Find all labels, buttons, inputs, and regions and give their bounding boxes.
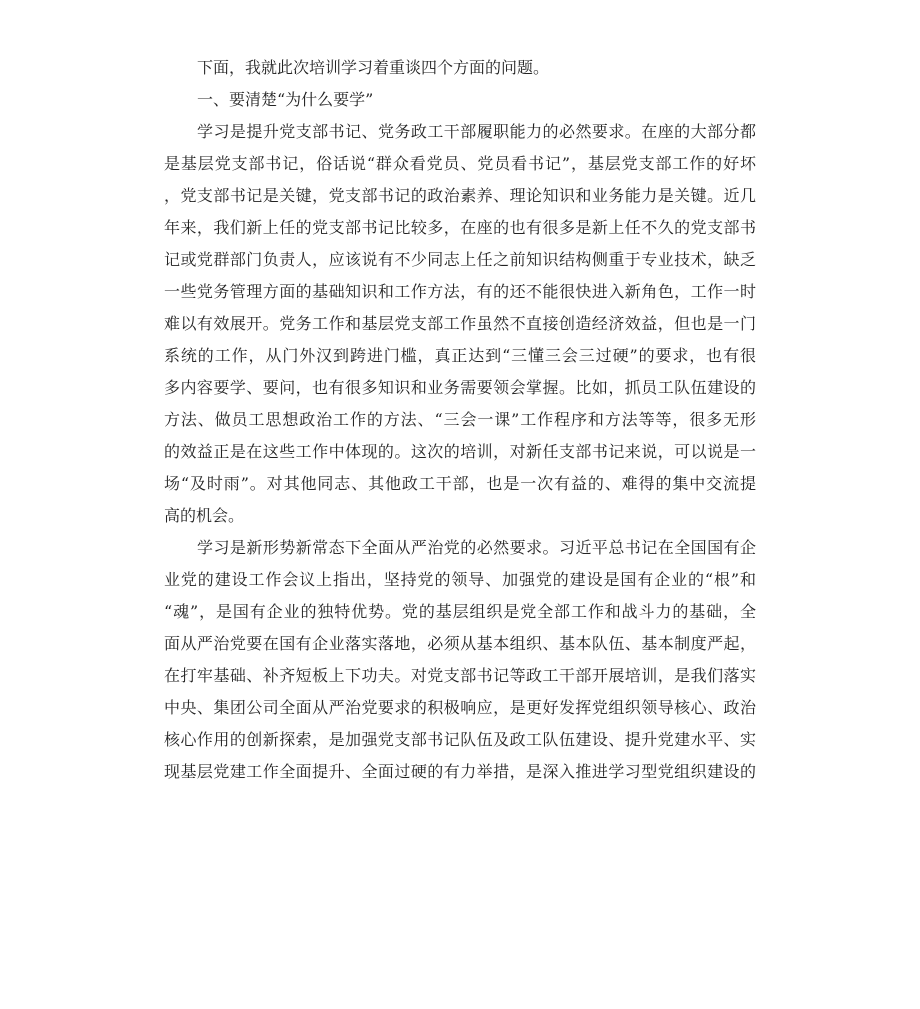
paragraph-line: 记或党群部门负责人，应该说有不少同志上任之前知识结构侧重于专业技术，缺乏 [164, 250, 756, 269]
paragraph-line: 一些党务管理方面的基础知识和工作方法，有的还不能很快进入新角色，工作一时 [164, 282, 756, 301]
paragraph-line: 学习是提升党支部书记、党务政工干部履职能力的必然要求。在座的大部分都 [197, 122, 756, 141]
paragraph-line: 核心作用的创新探索，是加强党支部书记队伍及政工队伍建设、提升党建水平、实 [164, 730, 756, 749]
paragraph-1 [164, 116, 756, 532]
paragraph-line: 在打牢基础、补齐短板上下功夫。对党支部书记等政工干部开展培训，是我们落实 [164, 666, 756, 685]
paragraph-line: 业党的建设工作会议上指出，坚持党的领导、加强党的建设是国有企业的“根”和 [164, 570, 756, 589]
paragraph-line: 场“及时雨”。对其他同志、其他政工干部，也是一次有益的、难得的集中交流提 [164, 474, 756, 493]
document-body [164, 52, 756, 788]
paragraph-line: “魂”，是国有企业的独特优势。党的基层组织是党全部工作和战斗力的基础，全 [164, 602, 756, 621]
paragraph-line: 学习是新形势新常态下全面从严治党的必然要求。习近平总书记在全国国有企 [197, 538, 756, 557]
paragraph-2 [164, 532, 756, 788]
paragraph-line: 系统的工作，从门外汉到跨进门槛，真正达到“三懂三会三过硬”的要求，也有很 [164, 346, 756, 365]
intro-line: 下面，我就此次培训学习着重谈四个方面的问题。 [197, 58, 550, 77]
paragraph-line: 方法、做员工思想政治工作的方法、“三会一课”工作程序和方法等等，很多无形 [164, 410, 756, 429]
paragraph-line: 难以有效展开。党务工作和基层党支部工作虽然不直接创造经济效益，但也是一门 [164, 314, 756, 333]
paragraph-line: 的效益正是在这些工作中体现的。这次的培训，对新任支部书记来说，可以说是一 [164, 442, 756, 461]
section-heading: 一、要清楚“为什么要学” [197, 90, 374, 109]
paragraph-line: 高的机会。 [164, 506, 245, 525]
paragraph-line: ，党支部书记是关键，党支部书记的政治素养、理论知识和业务能力是关键。近几 [164, 186, 756, 205]
paragraph-line: 是基层党支部书记，俗话说“群众看党员、党员看书记”，基层党支部工作的好坏 [164, 154, 756, 173]
paragraph-line: 年来，我们新上任的党支部书记比较多，在座的也有很多是新上任不久的党支部书 [164, 218, 756, 237]
paragraph-line: 中央、集团公司全面从严治党要求的积极响应，是更好发挥党组织领导核心、政治 [164, 698, 756, 717]
paragraph-line: 多内容要学、要问，也有很多知识和业务需要领会掌握。比如，抓员工队伍建设的 [164, 378, 756, 397]
paragraph-line: 面从严治党要在国有企业落实落地，必须从基本组织、基本队伍、基本制度严起， [164, 634, 756, 653]
paragraph-line: 现基层党建工作全面提升、全面过硬的有力举措，是深入推进学习型党组织建设的 [164, 762, 756, 781]
